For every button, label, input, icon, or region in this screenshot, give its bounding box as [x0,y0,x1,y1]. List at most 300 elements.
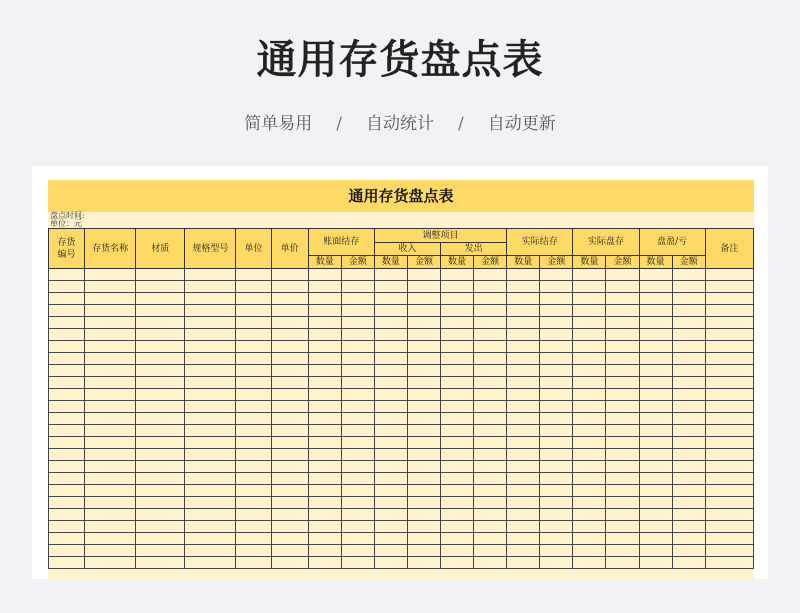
table-cell[interactable] [341,413,374,425]
table-cell[interactable] [374,305,407,317]
table-cell[interactable] [136,353,185,365]
table-cell[interactable] [474,557,507,569]
table-cell[interactable] [407,497,440,509]
table-cell[interactable] [440,425,473,437]
table-cell[interactable] [49,281,85,293]
table-cell[interactable] [573,449,606,461]
table-cell[interactable] [540,365,573,377]
table-cell[interactable] [507,485,540,497]
table-cell[interactable] [185,341,236,353]
table-cell[interactable] [540,413,573,425]
table-cell[interactable] [374,341,407,353]
table-cell[interactable] [606,449,639,461]
table-cell[interactable] [341,293,374,305]
table-cell[interactable] [308,413,341,425]
table-cell[interactable] [705,533,753,545]
table-cell[interactable] [672,293,705,305]
table-cell[interactable] [440,557,473,569]
table-cell[interactable] [407,329,440,341]
table-cell[interactable] [507,533,540,545]
table-cell[interactable] [341,269,374,281]
table-cell[interactable] [136,485,185,497]
table-cell[interactable] [49,545,85,557]
table-cell[interactable] [236,317,271,329]
table-cell[interactable] [136,413,185,425]
table-cell[interactable] [639,485,672,497]
table-cell[interactable] [474,497,507,509]
table-cell[interactable] [374,317,407,329]
table-cell[interactable] [507,341,540,353]
table-cell[interactable] [705,365,753,377]
table-cell[interactable] [407,449,440,461]
table-cell[interactable] [606,509,639,521]
table-cell[interactable] [49,389,85,401]
table-cell[interactable] [341,365,374,377]
table-cell[interactable] [236,413,271,425]
table-cell[interactable] [308,449,341,461]
table-cell[interactable] [341,461,374,473]
table-cell[interactable] [341,329,374,341]
table-cell[interactable] [136,437,185,449]
table-cell[interactable] [136,425,185,437]
table-cell[interactable] [474,401,507,413]
table-cell[interactable] [136,401,185,413]
table-cell[interactable] [507,509,540,521]
table-cell[interactable] [573,545,606,557]
table-cell[interactable] [440,413,473,425]
table-cell[interactable] [606,521,639,533]
table-cell[interactable] [85,473,136,485]
table-cell[interactable] [271,305,308,317]
table-cell[interactable] [341,545,374,557]
table-cell[interactable] [236,389,271,401]
table-cell[interactable] [136,509,185,521]
table-cell[interactable] [474,473,507,485]
table-cell[interactable] [236,341,271,353]
table-cell[interactable] [672,365,705,377]
table-cell[interactable] [639,521,672,533]
table-cell[interactable] [85,449,136,461]
table-cell[interactable] [507,317,540,329]
table-cell[interactable] [573,485,606,497]
table-cell[interactable] [374,377,407,389]
table-cell[interactable] [85,281,136,293]
table-cell[interactable] [271,521,308,533]
table-cell[interactable] [374,269,407,281]
table-cell[interactable] [236,425,271,437]
table-cell[interactable] [705,509,753,521]
table-cell[interactable] [271,269,308,281]
table-cell[interactable] [540,377,573,389]
table-cell[interactable] [85,401,136,413]
table-cell[interactable] [236,401,271,413]
table-cell[interactable] [639,389,672,401]
table-cell[interactable] [341,509,374,521]
table-cell[interactable] [440,377,473,389]
table-cell[interactable] [374,281,407,293]
table-cell[interactable] [185,473,236,485]
table-cell[interactable] [606,329,639,341]
table-cell[interactable] [606,401,639,413]
table-cell[interactable] [507,401,540,413]
table-cell[interactable] [573,353,606,365]
table-cell[interactable] [474,437,507,449]
table-cell[interactable] [136,557,185,569]
table-cell[interactable] [507,437,540,449]
table-cell[interactable] [374,557,407,569]
table-cell[interactable] [573,281,606,293]
table-cell[interactable] [540,485,573,497]
table-cell[interactable] [85,497,136,509]
table-cell[interactable] [705,353,753,365]
table-cell[interactable] [474,377,507,389]
table-cell[interactable] [271,365,308,377]
table-cell[interactable] [185,437,236,449]
table-cell[interactable] [474,521,507,533]
table-cell[interactable] [49,401,85,413]
table-cell[interactable] [705,521,753,533]
table-cell[interactable] [440,293,473,305]
table-cell[interactable] [308,389,341,401]
table-cell[interactable] [271,293,308,305]
table-cell[interactable] [85,557,136,569]
table-cell[interactable] [236,353,271,365]
table-cell[interactable] [507,449,540,461]
table-cell[interactable] [507,281,540,293]
table-cell[interactable] [407,521,440,533]
table-cell[interactable] [440,449,473,461]
table-cell[interactable] [407,281,440,293]
table-cell[interactable] [407,545,440,557]
table-cell[interactable] [474,425,507,437]
table-cell[interactable] [49,341,85,353]
table-cell[interactable] [407,509,440,521]
table-cell[interactable] [440,329,473,341]
table-cell[interactable] [341,473,374,485]
table-cell[interactable] [85,329,136,341]
table-cell[interactable] [407,269,440,281]
table-cell[interactable] [374,329,407,341]
table-cell[interactable] [136,533,185,545]
table-cell[interactable] [136,545,185,557]
table-cell[interactable] [606,269,639,281]
table-cell[interactable] [672,509,705,521]
table-cell[interactable] [573,341,606,353]
table-cell[interactable] [308,329,341,341]
table-cell[interactable] [85,293,136,305]
table-cell[interactable] [540,449,573,461]
table-cell[interactable] [507,545,540,557]
table-cell[interactable] [573,557,606,569]
table-cell[interactable] [308,281,341,293]
table-cell[interactable] [185,401,236,413]
table-cell[interactable] [540,401,573,413]
table-cell[interactable] [236,329,271,341]
table-cell[interactable] [407,401,440,413]
table-cell[interactable] [136,473,185,485]
table-cell[interactable] [374,509,407,521]
table-cell[interactable] [540,473,573,485]
table-cell[interactable] [705,497,753,509]
table-cell[interactable] [474,461,507,473]
table-cell[interactable] [672,305,705,317]
table-cell[interactable] [540,305,573,317]
table-cell[interactable] [49,365,85,377]
table-cell[interactable] [341,377,374,389]
table-cell[interactable] [705,449,753,461]
table-cell[interactable] [705,461,753,473]
table-cell[interactable] [236,269,271,281]
table-cell[interactable] [49,293,85,305]
table-cell[interactable] [606,353,639,365]
table-cell[interactable] [540,353,573,365]
table-cell[interactable] [606,317,639,329]
table-cell[interactable] [573,425,606,437]
table-cell[interactable] [185,533,236,545]
table-cell[interactable] [606,365,639,377]
table-cell[interactable] [639,365,672,377]
table-cell[interactable] [407,365,440,377]
table-cell[interactable] [672,473,705,485]
table-cell[interactable] [705,305,753,317]
table-cell[interactable] [705,269,753,281]
table-cell[interactable] [672,377,705,389]
table-cell[interactable] [236,497,271,509]
table-cell[interactable] [308,557,341,569]
table-cell[interactable] [271,449,308,461]
table-cell[interactable] [271,509,308,521]
table-cell[interactable] [639,557,672,569]
table-cell[interactable] [606,497,639,509]
table-cell[interactable] [606,545,639,557]
table-cell[interactable] [374,389,407,401]
table-cell[interactable] [407,377,440,389]
table-cell[interactable] [49,305,85,317]
table-cell[interactable] [49,533,85,545]
table-cell[interactable] [136,389,185,401]
table-cell[interactable] [308,533,341,545]
table-cell[interactable] [185,377,236,389]
table-cell[interactable] [185,545,236,557]
table-cell[interactable] [308,461,341,473]
table-cell[interactable] [540,545,573,557]
table-cell[interactable] [49,353,85,365]
table-cell[interactable] [639,473,672,485]
table-cell[interactable] [308,341,341,353]
table-cell[interactable] [341,437,374,449]
table-cell[interactable] [606,305,639,317]
table-cell[interactable] [407,293,440,305]
table-cell[interactable] [341,341,374,353]
table-cell[interactable] [49,521,85,533]
table-cell[interactable] [639,269,672,281]
table-cell[interactable] [341,425,374,437]
table-cell[interactable] [407,413,440,425]
table-cell[interactable] [672,281,705,293]
table-cell[interactable] [507,557,540,569]
table-cell[interactable] [407,533,440,545]
table-cell[interactable] [85,317,136,329]
table-cell[interactable] [507,497,540,509]
table-cell[interactable] [271,461,308,473]
table-cell[interactable] [540,437,573,449]
table-cell[interactable] [474,281,507,293]
table-cell[interactable] [308,521,341,533]
table-cell[interactable] [672,461,705,473]
table-cell[interactable] [185,521,236,533]
table-cell[interactable] [440,353,473,365]
table-cell[interactable] [136,329,185,341]
table-cell[interactable] [639,377,672,389]
table-cell[interactable] [606,437,639,449]
table-cell[interactable] [474,353,507,365]
table-cell[interactable] [136,365,185,377]
table-cell[interactable] [271,329,308,341]
table-cell[interactable] [573,305,606,317]
table-cell[interactable] [407,305,440,317]
table-cell[interactable] [606,389,639,401]
table-cell[interactable] [540,329,573,341]
table-cell[interactable] [308,485,341,497]
table-cell[interactable] [85,509,136,521]
table-cell[interactable] [85,413,136,425]
table-cell[interactable] [236,485,271,497]
table-cell[interactable] [374,449,407,461]
table-cell[interactable] [672,353,705,365]
table-cell[interactable] [474,485,507,497]
table-cell[interactable] [374,293,407,305]
table-cell[interactable] [236,449,271,461]
table-cell[interactable] [507,329,540,341]
table-cell[interactable] [374,413,407,425]
table-cell[interactable] [374,545,407,557]
table-cell[interactable] [271,353,308,365]
table-cell[interactable] [639,497,672,509]
table-cell[interactable] [185,509,236,521]
table-cell[interactable] [440,401,473,413]
table-cell[interactable] [639,533,672,545]
table-cell[interactable] [236,305,271,317]
table-cell[interactable] [440,341,473,353]
table-cell[interactable] [85,341,136,353]
table-cell[interactable] [271,557,308,569]
table-cell[interactable] [236,533,271,545]
table-cell[interactable] [85,425,136,437]
table-cell[interactable] [440,533,473,545]
table-cell[interactable] [407,389,440,401]
table-cell[interactable] [705,389,753,401]
table-cell[interactable] [705,485,753,497]
table-cell[interactable] [672,497,705,509]
table-cell[interactable] [573,269,606,281]
table-cell[interactable] [672,413,705,425]
table-cell[interactable] [507,413,540,425]
table-cell[interactable] [185,365,236,377]
table-cell[interactable] [136,305,185,317]
table-cell[interactable] [271,317,308,329]
table-cell[interactable] [185,329,236,341]
table-cell[interactable] [136,461,185,473]
table-cell[interactable] [341,521,374,533]
table-cell[interactable] [672,485,705,497]
table-cell[interactable] [540,317,573,329]
table-cell[interactable] [374,521,407,533]
table-cell[interactable] [85,437,136,449]
table-cell[interactable] [540,521,573,533]
table-cell[interactable] [341,317,374,329]
table-cell[interactable] [705,377,753,389]
table-cell[interactable] [672,389,705,401]
table-cell[interactable] [540,557,573,569]
table-cell[interactable] [185,269,236,281]
table-cell[interactable] [474,269,507,281]
table-cell[interactable] [440,305,473,317]
table-cell[interactable] [308,425,341,437]
table-cell[interactable] [639,425,672,437]
table-cell[interactable] [540,497,573,509]
table-cell[interactable] [407,341,440,353]
table-cell[interactable] [185,281,236,293]
table-cell[interactable] [474,329,507,341]
table-cell[interactable] [49,473,85,485]
table-cell[interactable] [705,329,753,341]
table-cell[interactable] [374,425,407,437]
table-cell[interactable] [639,509,672,521]
table-cell[interactable] [271,473,308,485]
table-cell[interactable] [271,533,308,545]
table-cell[interactable] [374,473,407,485]
table-cell[interactable] [440,545,473,557]
table-cell[interactable] [407,425,440,437]
table-cell[interactable] [341,401,374,413]
table-cell[interactable] [341,281,374,293]
table-cell[interactable] [540,341,573,353]
table-cell[interactable] [639,449,672,461]
table-cell[interactable] [271,413,308,425]
table-cell[interactable] [606,293,639,305]
table-cell[interactable] [308,305,341,317]
table-cell[interactable] [308,293,341,305]
table-cell[interactable] [440,281,473,293]
table-cell[interactable] [374,533,407,545]
table-cell[interactable] [705,281,753,293]
table-cell[interactable] [374,461,407,473]
table-cell[interactable] [308,509,341,521]
table-cell[interactable] [705,557,753,569]
table-cell[interactable] [136,281,185,293]
table-cell[interactable] [705,425,753,437]
table-cell[interactable] [374,485,407,497]
table-cell[interactable] [672,545,705,557]
table-cell[interactable] [606,473,639,485]
table-cell[interactable] [271,341,308,353]
table-cell[interactable] [49,377,85,389]
table-cell[interactable] [440,317,473,329]
table-cell[interactable] [271,485,308,497]
table-cell[interactable] [606,533,639,545]
table-cell[interactable] [672,533,705,545]
table-cell[interactable] [606,557,639,569]
table-cell[interactable] [85,353,136,365]
table-cell[interactable] [271,545,308,557]
table-cell[interactable] [573,389,606,401]
table-cell[interactable] [573,509,606,521]
table-cell[interactable] [407,317,440,329]
table-cell[interactable] [136,341,185,353]
table-cell[interactable] [507,269,540,281]
table-cell[interactable] [606,461,639,473]
table-cell[interactable] [639,317,672,329]
